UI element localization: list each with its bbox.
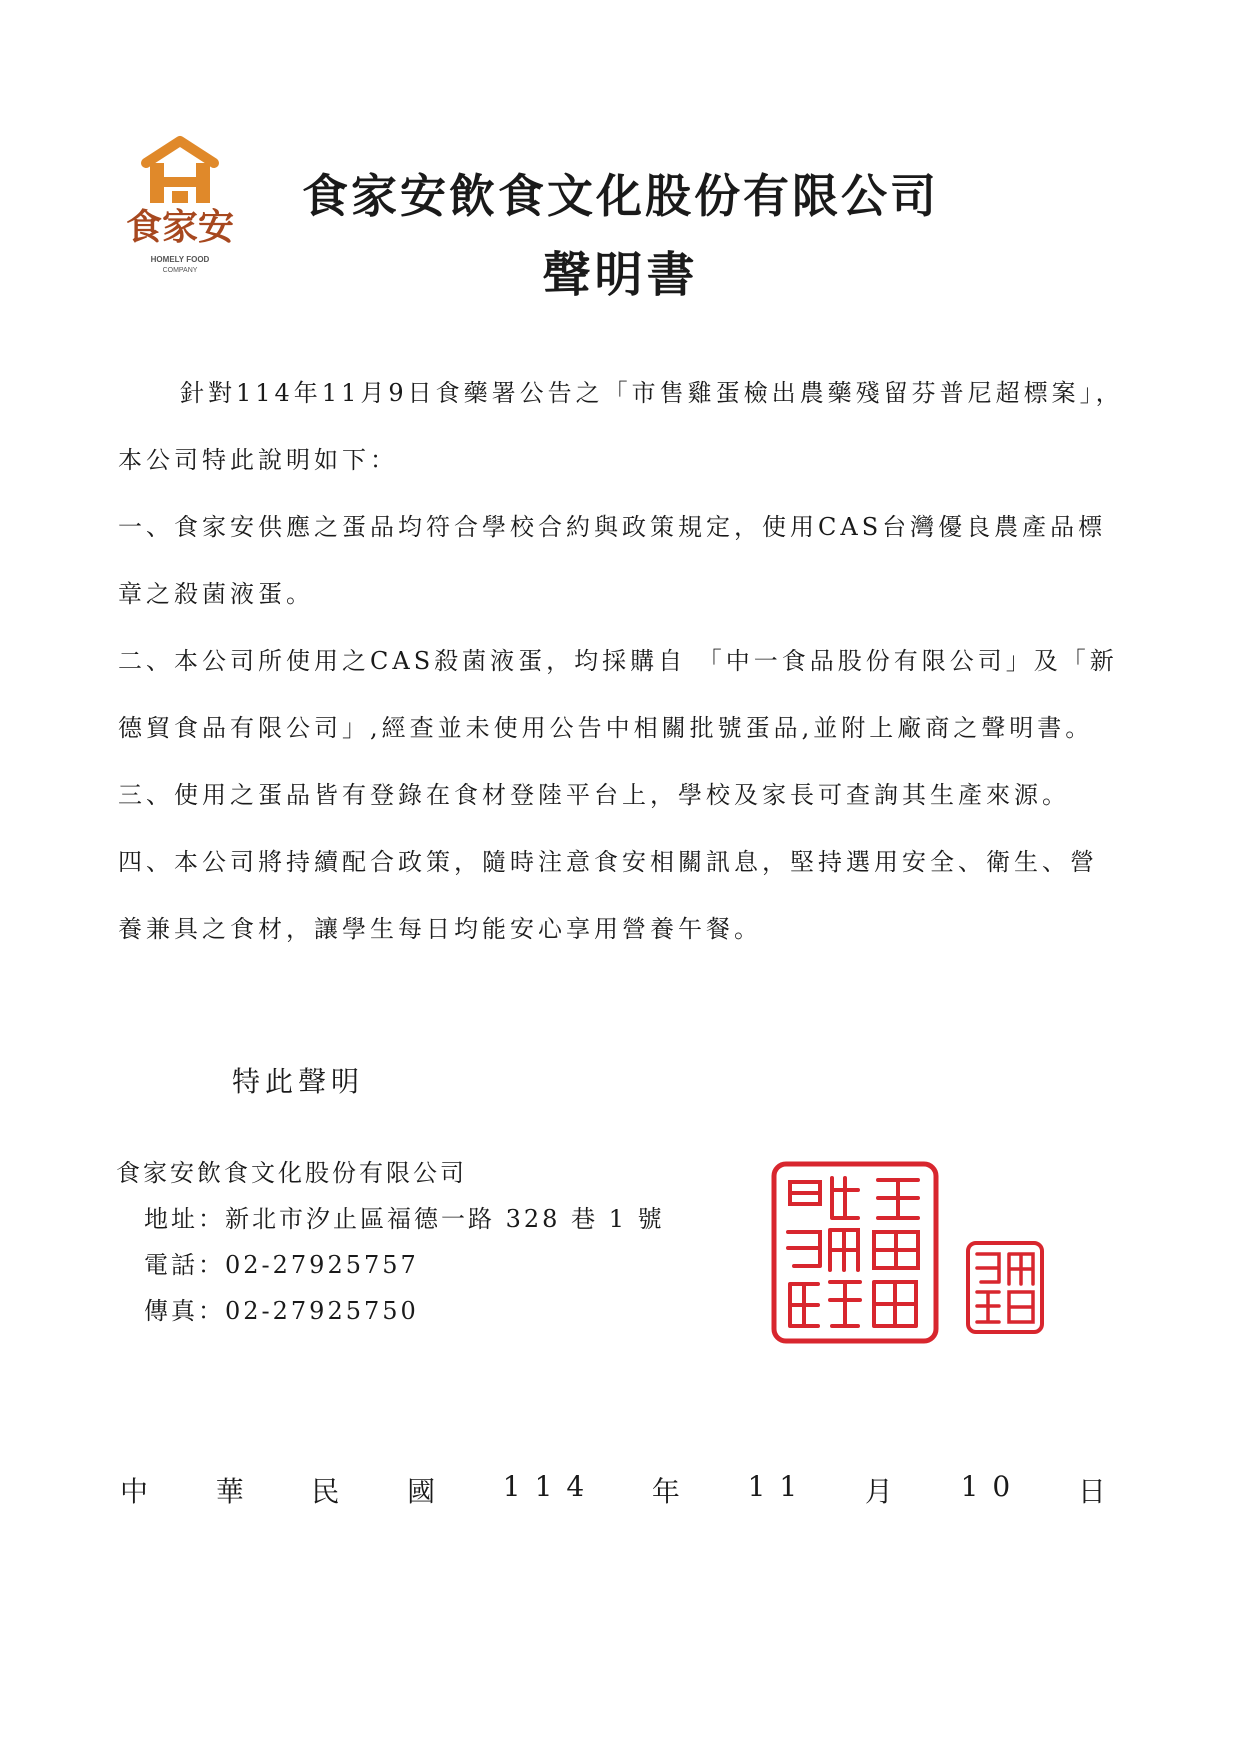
date-char-4: 國 [407,1475,450,1508]
document-title: 聲明書 [542,247,699,303]
item-1-line-1: 一、食家安供應之蛋品均符合學校合約與政策規定，使用CAS台灣優良農產品標 [118,513,1107,541]
date-char-2: 華 [215,1475,258,1508]
contact-company: 食家安飲食文化股份有限公司 [116,1159,467,1187]
contact-fax: 傳真：02-27925750 [144,1297,419,1325]
intro-line-2: 本公司特此說明如下： [118,446,398,474]
date-day-unit: 日 [1077,1475,1120,1508]
item-1-line-2: 章之殺菌液蛋。 [118,580,314,608]
date-char-3: 民 [311,1475,354,1508]
company-title: 食家安飲食文化股份有限公司 [302,169,939,223]
intro-line-1: 針對114年11月9日食藥署公告之「市售雞蛋檢出農藥殘留芬普尼超標案」， [180,379,1124,407]
date-line [120,1470,1120,1510]
company-seal-icon [770,1160,940,1345]
date-month: 11 [747,1470,812,1503]
item-3-line-1: 三、使用之蛋品皆有登錄在食材登陸平台上，學校及家長可查詢其生產來源。 [118,781,1070,809]
contact-address: 地址：新北市汐止區福德一路 328 巷 1 號 [144,1205,665,1233]
personal-seal-icon [965,1240,1045,1335]
logo-chinese-name: 食家安 [125,207,235,248]
contact-block [116,1150,665,1334]
date-year-unit: 年 [651,1475,694,1508]
item-2-line-2: 德貿食品有限公司」,經查並未使用公告中相關批號蛋品,並附上廠商之聲明書。 [118,714,1094,742]
item-4-line-2: 養兼具之食材，讓學生每日均能安心享用營養午餐。 [118,915,762,943]
date-year: 114 [502,1470,599,1503]
logo-english-line1: HOMELY FOOD [150,255,210,264]
item-2-line-1: 二、本公司所使用之CAS殺菌液蛋，均採購自 「中一食品股份有限公司」及「新 [118,647,1118,675]
date-month-unit: 月 [864,1475,907,1508]
contact-phone: 電話：02-27925757 [144,1251,419,1279]
item-4-line-1: 四、本公司將持續配合政策，隨時注意食安相關訊息，堅持選用安全、衛生、營 [118,848,1098,876]
logo-english-line2: COMPANY [162,267,198,274]
date-day: 10 [960,1470,1025,1503]
date-char-1: 中 [120,1475,163,1508]
statement-body [118,360,1133,963]
closing-statement: 特此聲明 [232,1065,365,1098]
